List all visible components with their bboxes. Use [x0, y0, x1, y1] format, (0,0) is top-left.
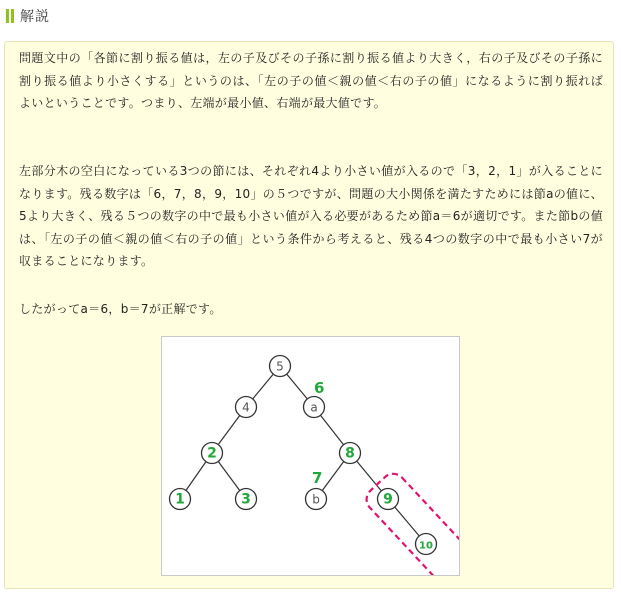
section-title: 解説 — [20, 9, 50, 25]
tree-annotation-nb: 7 — [312, 469, 323, 487]
tree-node-n3 — [236, 489, 257, 510]
explanation-paragraph-3: したがってa＝6，b＝7が正解です。 — [19, 302, 222, 316]
tree-node-n4 — [236, 397, 257, 418]
tree-node-root — [270, 356, 291, 377]
tree-node-label: 4 — [242, 400, 250, 415]
tree-node-n9 — [378, 489, 399, 510]
tree-node-na — [304, 397, 325, 418]
tree-node-n1 — [170, 489, 191, 510]
tree-node-n8 — [340, 443, 361, 464]
tree-node-label: 3 — [241, 491, 251, 508]
explanation-paragraph-2: 左部分木の空白になっている3つの節には、それぞれ4より小さい値が入るので「3，2，1」が入ることになります。残る数字は「6，7，8，9，10」の５つですが、問題の大小関係を満たすためには節aの値に、5より大きく、残る５つの数字の中で最も小さい値が入る必要があるため節a＝6が適切です。また節bの値は、「左の子の値＜親の値＜右の子の値」という条件から考えると、残る4つの数字の中で最も小さい7が収まることになります。 — [19, 164, 603, 268]
binary-tree-figure — [161, 336, 460, 576]
tree-node-label: 5 — [276, 359, 284, 374]
explanation-box — [4, 41, 614, 589]
heading-accent-bar-2 — [11, 9, 14, 23]
tree-node-n2 — [202, 443, 223, 464]
tree-node-label: 8 — [345, 445, 355, 462]
heading-accent-bar — [6, 9, 9, 23]
tree-node-label: b — [312, 492, 320, 507]
section-heading — [6, 6, 50, 26]
tree-node-nb — [306, 489, 327, 510]
tree-node-label: 9 — [383, 491, 393, 508]
tree-node-n10 — [416, 534, 437, 555]
tree-node-label: 1 — [175, 491, 185, 508]
tree-node-label: a — [310, 400, 318, 415]
explanation-paragraph-1: 問題文中の「各節に割り振る値は，左の子及びその子孫に割り振る値より大きく，右の子及びその子孫に割り振る値より小さくする」というのは、「左の子の値＜親の値＜右の子の値」になるように割り振ればよいということです。つまり、左端が最小値、右端が最大値です。 — [19, 51, 603, 110]
tree-annotation-na: 6 — [314, 379, 325, 397]
highlight-region — [362, 469, 459, 575]
binary-tree-diagram — [162, 337, 459, 575]
tree-node-label: 2 — [207, 445, 217, 462]
tree-node-label: 10 — [419, 540, 433, 552]
